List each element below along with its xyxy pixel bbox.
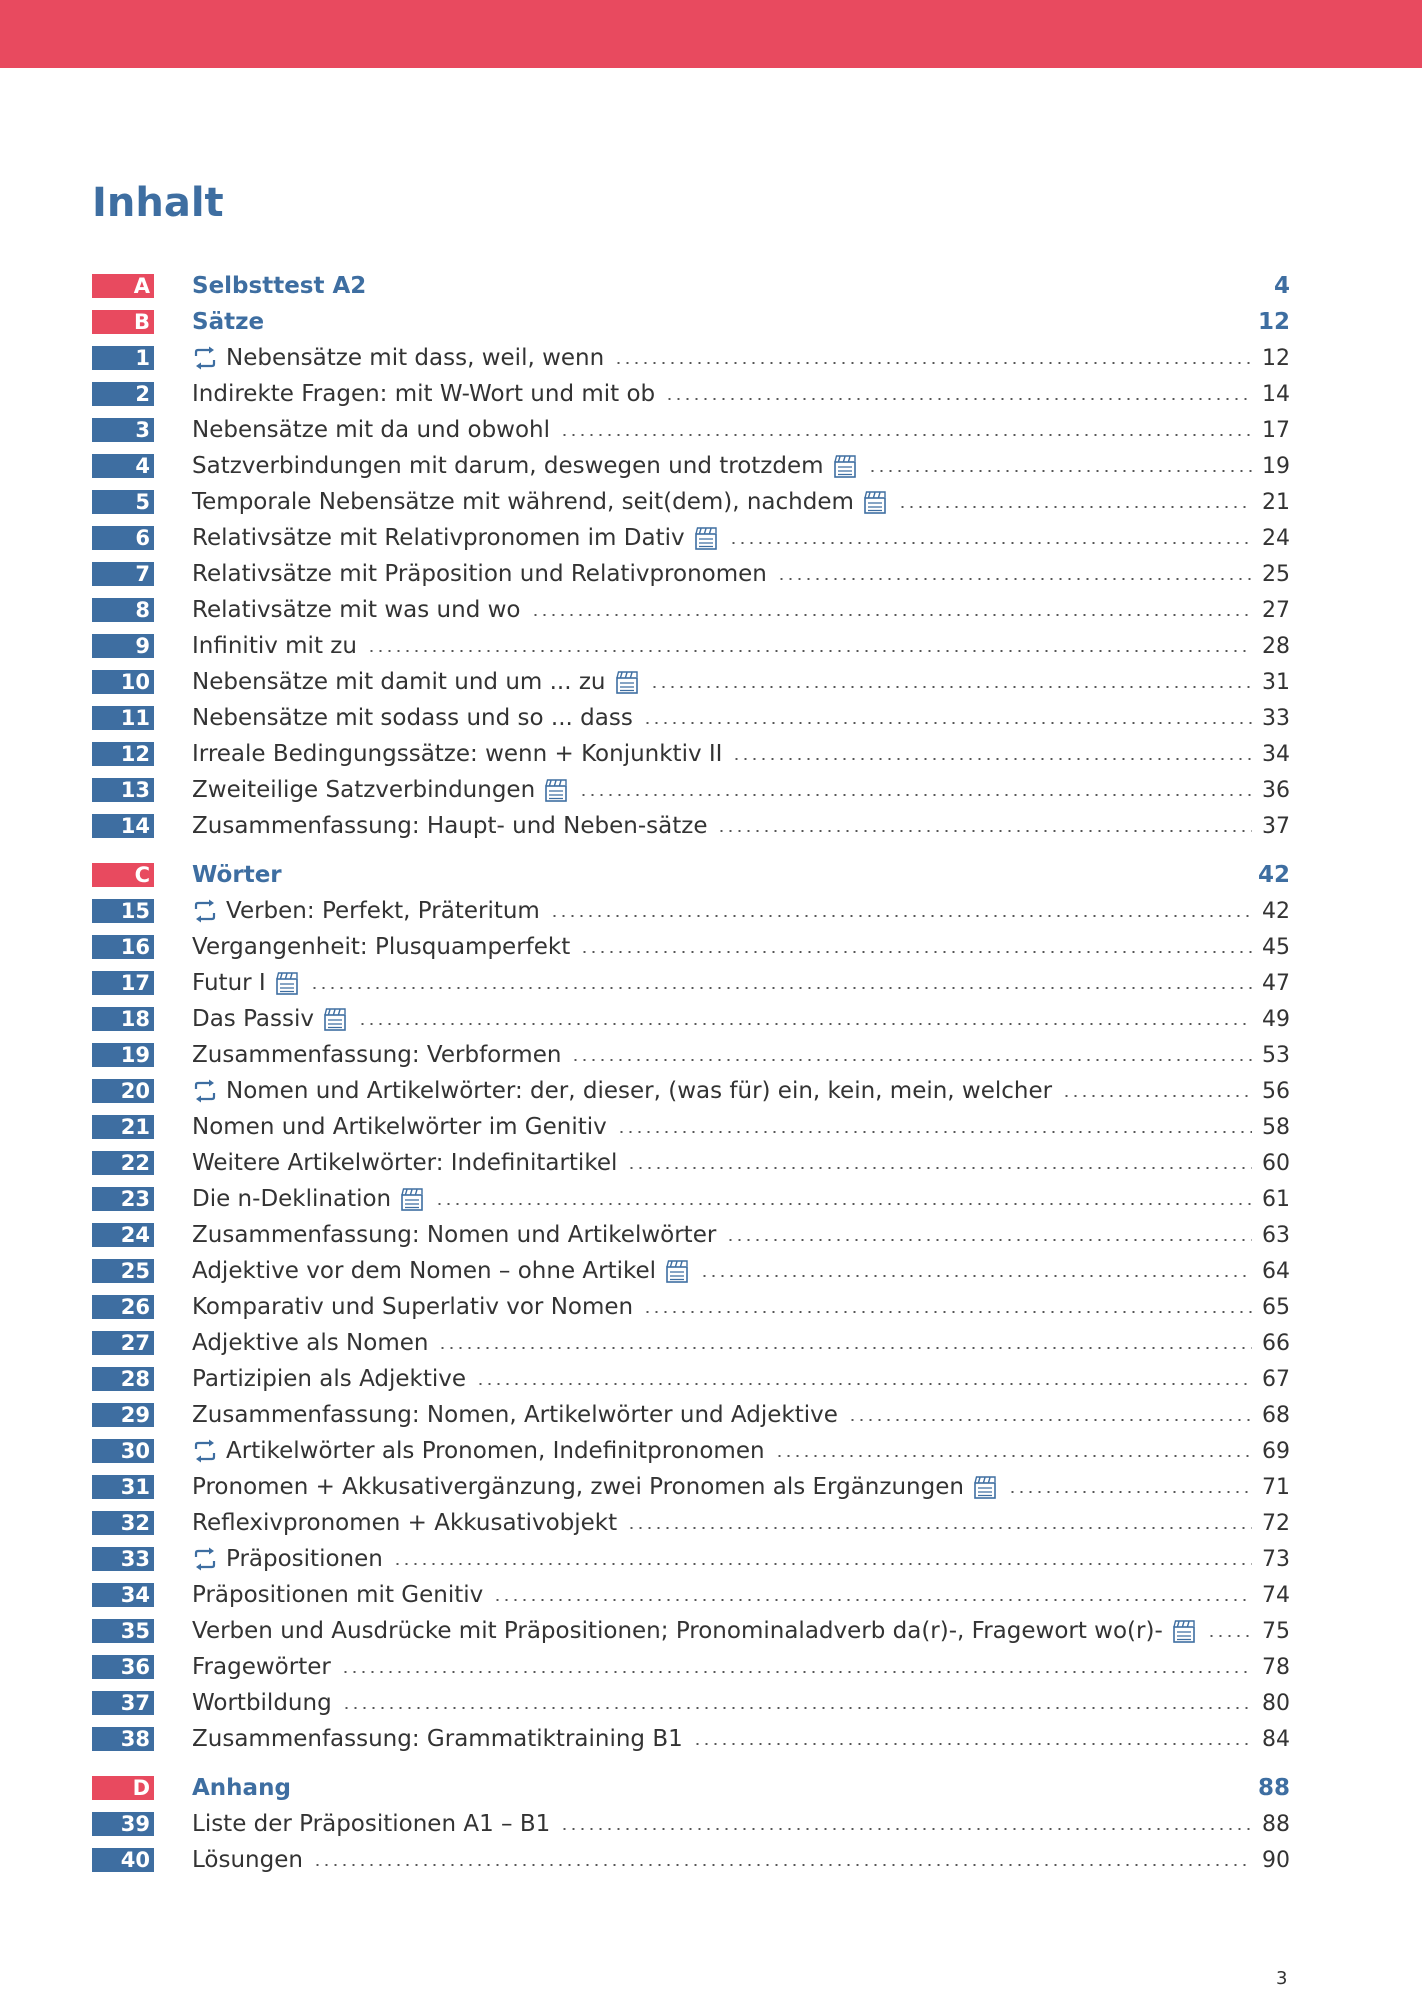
section-badge: B bbox=[92, 310, 154, 334]
chapter-badge: 22 bbox=[92, 1151, 154, 1175]
page-ref: 78 bbox=[1262, 1654, 1290, 1680]
page-ref: 74 bbox=[1262, 1582, 1290, 1608]
page-ref: 68 bbox=[1262, 1402, 1290, 1428]
dot-leader bbox=[393, 1563, 1252, 1565]
dot-leader bbox=[310, 987, 1252, 989]
dot-leader bbox=[550, 915, 1252, 917]
chapter-badge: 16 bbox=[92, 935, 154, 959]
chapter-badge: 12 bbox=[92, 742, 154, 766]
toc-entry-row[interactable] bbox=[92, 1505, 1290, 1541]
chapter-title: Nomen und Artikelwörter im Genitiv bbox=[192, 1114, 607, 1140]
chapter-title: Zweiteilige Satzverbindungen bbox=[192, 777, 536, 803]
entry-title-group bbox=[192, 813, 707, 839]
dot-leader bbox=[777, 578, 1252, 580]
video-icon bbox=[322, 1006, 348, 1032]
chapter-title: Zusammenfassung: Grammatiktraining B1 bbox=[192, 1726, 683, 1752]
chapter-title: Komparativ und Superlativ vor Nomen bbox=[192, 1294, 634, 1320]
chapter-title: Zusammenfassung: Verbformen bbox=[192, 1042, 562, 1068]
entry-title-group bbox=[192, 1654, 331, 1680]
chapter-badge: 34 bbox=[92, 1583, 154, 1607]
toc-entry-row[interactable] bbox=[92, 808, 1290, 844]
chapter-badge: 25 bbox=[92, 1259, 154, 1283]
repeat-icon bbox=[192, 1438, 218, 1464]
page-ref: 64 bbox=[1262, 1258, 1290, 1284]
entry-title-group bbox=[192, 1438, 765, 1464]
chapter-title: Präpositionen mit Genitiv bbox=[192, 1582, 484, 1608]
entry-title-group bbox=[192, 1114, 607, 1140]
toc-entry-row[interactable] bbox=[92, 628, 1290, 664]
entry-title-group bbox=[192, 1258, 690, 1284]
dot-leader bbox=[560, 1828, 1252, 1830]
toc-entry-row[interactable] bbox=[92, 1649, 1290, 1685]
toc-section-row[interactable] bbox=[92, 268, 1290, 304]
entry-title-group bbox=[192, 1330, 428, 1356]
video-icon bbox=[1171, 1618, 1197, 1644]
toc-entry-row[interactable] bbox=[92, 664, 1290, 700]
chapter-title: Nebensätze mit damit und um ... zu bbox=[192, 669, 606, 695]
entry-title-group bbox=[192, 1474, 998, 1500]
section-badge: C bbox=[92, 863, 154, 887]
chapter-title: Fragewörter bbox=[192, 1654, 331, 1680]
entry-title-group bbox=[192, 1582, 483, 1608]
toc-entry-row[interactable] bbox=[92, 736, 1290, 772]
toc-entry-row[interactable] bbox=[92, 1073, 1290, 1109]
page-ref: 27 bbox=[1262, 597, 1290, 623]
page-ref: 88 bbox=[1257, 1775, 1290, 1801]
toc-entry-row[interactable] bbox=[92, 412, 1290, 448]
chapter-badge: 17 bbox=[92, 971, 154, 995]
chapter-badge: 28 bbox=[92, 1367, 154, 1391]
page-ref: 61 bbox=[1262, 1186, 1290, 1212]
entry-title-group bbox=[192, 970, 300, 996]
chapter-title: Verben und Ausdrücke mit Präpositionen; Pronominaladverb da(r)-, Fragewort wo(r)- bbox=[192, 1618, 1163, 1644]
toc-entry-row[interactable] bbox=[92, 1613, 1290, 1649]
toc-section-row[interactable] bbox=[92, 1770, 1290, 1806]
chapter-badge: 24 bbox=[92, 1223, 154, 1247]
dot-leader bbox=[627, 1167, 1252, 1169]
chapter-badge: 29 bbox=[92, 1403, 154, 1427]
chapter-title: Adjektive als Nomen bbox=[192, 1330, 429, 1356]
chapter-title: Zusammenfassung: Nomen, Artikelwörter und Adjektive bbox=[192, 1402, 838, 1428]
toc-entry-row[interactable] bbox=[92, 1289, 1290, 1325]
page-ref: 21 bbox=[1262, 489, 1290, 515]
section-badge: A bbox=[92, 274, 154, 298]
chapter-title: Reflexivpronomen + Akkusativobjekt bbox=[192, 1510, 618, 1536]
top-color-band bbox=[0, 0, 1422, 68]
page-ref: 73 bbox=[1262, 1546, 1290, 1572]
dot-leader bbox=[693, 1743, 1252, 1745]
repeat-icon bbox=[192, 1078, 218, 1104]
chapter-title: Vergangenheit: Plusquamperfekt bbox=[192, 934, 571, 960]
chapter-title: Das Passiv bbox=[192, 1006, 314, 1032]
dot-leader bbox=[579, 794, 1252, 796]
entry-title-group bbox=[192, 1618, 1197, 1644]
entry-title-group bbox=[192, 862, 282, 888]
chapter-badge: 18 bbox=[92, 1007, 154, 1031]
video-icon bbox=[693, 525, 719, 551]
toc-entry-row[interactable] bbox=[92, 1721, 1290, 1757]
toc-entry-row[interactable] bbox=[92, 772, 1290, 808]
dot-leader bbox=[627, 1527, 1252, 1529]
section-title: Anhang bbox=[192, 1775, 291, 1801]
chapter-badge: 8 bbox=[92, 598, 154, 622]
entry-title-group bbox=[192, 1222, 716, 1248]
entry-title-group bbox=[192, 1690, 332, 1716]
section-title: Sätze bbox=[192, 309, 265, 335]
dot-leader bbox=[342, 1707, 1252, 1709]
page-ref: 24 bbox=[1262, 525, 1290, 551]
entry-title-group bbox=[192, 1078, 1052, 1104]
toc-entry-row[interactable] bbox=[92, 893, 1290, 929]
entry-title-group bbox=[192, 1042, 561, 1068]
chapter-title: Nebensätze mit dass, weil, wenn bbox=[226, 345, 605, 371]
toc-entry-row[interactable] bbox=[92, 340, 1290, 376]
section-badge: D bbox=[92, 1776, 154, 1800]
video-icon bbox=[972, 1474, 998, 1500]
page-ref: 42 bbox=[1262, 898, 1290, 924]
dot-leader bbox=[341, 1671, 1252, 1673]
page-ref: 37 bbox=[1262, 813, 1290, 839]
chapter-badge: 32 bbox=[92, 1511, 154, 1535]
chapter-badge: 39 bbox=[92, 1812, 154, 1836]
dot-leader bbox=[1207, 1635, 1252, 1637]
toc-entry-row[interactable] bbox=[92, 1145, 1290, 1181]
table-of-contents bbox=[92, 268, 1290, 1878]
toc-entry-row[interactable] bbox=[92, 1433, 1290, 1469]
page-ref: 17 bbox=[1262, 417, 1290, 443]
video-icon bbox=[543, 777, 569, 803]
chapter-title: Weitere Artikelwörter: Indefinitartikel bbox=[192, 1150, 618, 1176]
toc-entry-row[interactable] bbox=[92, 1253, 1290, 1289]
dot-leader bbox=[848, 1419, 1252, 1421]
entry-title-group bbox=[192, 1847, 303, 1873]
dot-leader bbox=[571, 1059, 1252, 1061]
chapter-title: Infinitiv mit zu bbox=[192, 633, 357, 659]
dot-leader bbox=[580, 951, 1252, 953]
chapter-badge: 38 bbox=[92, 1727, 154, 1751]
toc-section-row[interactable] bbox=[92, 304, 1290, 340]
entry-title-group bbox=[192, 561, 767, 587]
chapter-badge: 2 bbox=[92, 382, 154, 406]
dot-leader bbox=[435, 1203, 1252, 1205]
chapter-badge: 40 bbox=[92, 1848, 154, 1872]
entry-title-group bbox=[192, 633, 357, 659]
page-ref: 36 bbox=[1262, 777, 1290, 803]
dot-leader bbox=[700, 1275, 1252, 1277]
chapter-badge: 14 bbox=[92, 814, 154, 838]
entry-title-group bbox=[192, 453, 858, 479]
toc-entry-row[interactable] bbox=[92, 1685, 1290, 1721]
toc-entry-row[interactable] bbox=[92, 1181, 1290, 1217]
dot-leader bbox=[650, 686, 1252, 688]
page-ref: 71 bbox=[1262, 1474, 1290, 1500]
entry-title-group bbox=[192, 898, 540, 924]
dot-leader bbox=[614, 362, 1252, 364]
chapter-title: Die n-Deklination bbox=[192, 1186, 392, 1212]
chapter-title: Pronomen + Akkusativergänzung, zwei Pronomen als Ergänzungen bbox=[192, 1474, 964, 1500]
toc-entry-row[interactable] bbox=[92, 1217, 1290, 1253]
chapter-title: Liste der Präpositionen A1 – B1 bbox=[192, 1811, 551, 1837]
entry-title-group bbox=[192, 525, 719, 551]
toc-entry-row[interactable] bbox=[92, 520, 1290, 556]
page-ref: 34 bbox=[1262, 741, 1290, 767]
dot-leader bbox=[358, 1023, 1252, 1025]
page-ref: 33 bbox=[1262, 705, 1290, 731]
chapter-badge: 6 bbox=[92, 526, 154, 550]
chapter-title: Relativsätze mit Relativpronomen im Dativ bbox=[192, 525, 685, 551]
entry-title-group bbox=[192, 309, 264, 335]
chapter-badge: 31 bbox=[92, 1475, 154, 1499]
entry-title-group bbox=[192, 1186, 425, 1212]
toc-entry-row[interactable] bbox=[92, 556, 1290, 592]
toc-entry-row[interactable] bbox=[92, 965, 1290, 1001]
page-ref: 45 bbox=[1262, 934, 1290, 960]
dot-leader bbox=[493, 1599, 1252, 1601]
entry-title-group bbox=[192, 1294, 633, 1320]
toc-entry-row[interactable] bbox=[92, 1001, 1290, 1037]
chapter-badge: 30 bbox=[92, 1439, 154, 1463]
page-ref: 31 bbox=[1262, 669, 1290, 695]
chapter-title: Nebensätze mit sodass und so ... dass bbox=[192, 705, 633, 731]
dot-leader bbox=[313, 1864, 1252, 1866]
chapter-title: Satzverbindungen mit darum, deswegen und trotzdem bbox=[192, 453, 824, 479]
page-ref: 84 bbox=[1262, 1726, 1290, 1752]
dot-leader bbox=[617, 1131, 1252, 1133]
chapter-badge: 9 bbox=[92, 634, 154, 658]
dot-leader bbox=[643, 722, 1252, 724]
page-ref: 14 bbox=[1262, 381, 1290, 407]
page-ref: 75 bbox=[1262, 1618, 1290, 1644]
chapter-title: Temporale Nebensätze mit während, seit(dem), nachdem bbox=[192, 489, 854, 515]
toc-entry-row[interactable] bbox=[92, 484, 1290, 520]
page-ref: 63 bbox=[1262, 1222, 1290, 1248]
toc-entry-row[interactable] bbox=[92, 1325, 1290, 1361]
page-ref: 53 bbox=[1262, 1042, 1290, 1068]
page-ref: 88 bbox=[1262, 1811, 1290, 1837]
section-title: Wörter bbox=[192, 862, 282, 888]
chapter-badge: 35 bbox=[92, 1619, 154, 1643]
page-ref: 67 bbox=[1262, 1366, 1290, 1392]
chapter-title: Zusammenfassung: Nomen und Artikelwörter bbox=[192, 1222, 717, 1248]
toc-entry-row[interactable] bbox=[92, 1037, 1290, 1073]
chapter-title: Lösungen bbox=[192, 1847, 303, 1873]
page-ref: 66 bbox=[1262, 1330, 1290, 1356]
chapter-title: Artikelwörter als Pronomen, Indefinitpronomen bbox=[226, 1438, 765, 1464]
chapter-title: Präpositionen bbox=[226, 1546, 383, 1572]
dot-leader bbox=[476, 1383, 1252, 1385]
video-icon bbox=[664, 1258, 690, 1284]
chapter-badge: 36 bbox=[92, 1655, 154, 1679]
dot-leader bbox=[898, 506, 1252, 508]
chapter-title: Wortbildung bbox=[192, 1690, 332, 1716]
chapter-badge: 33 bbox=[92, 1547, 154, 1571]
toc-entry-row[interactable] bbox=[92, 929, 1290, 965]
page-ref: 72 bbox=[1262, 1510, 1290, 1536]
video-icon bbox=[399, 1186, 425, 1212]
chapter-badge: 3 bbox=[92, 418, 154, 442]
page-ref: 47 bbox=[1262, 970, 1290, 996]
entry-title-group bbox=[192, 1366, 466, 1392]
chapter-badge: 21 bbox=[92, 1115, 154, 1139]
page-ref: 80 bbox=[1262, 1690, 1290, 1716]
entry-title-group bbox=[192, 489, 888, 515]
chapter-title: Verben: Perfekt, Präteritum bbox=[226, 898, 540, 924]
chapter-badge: 19 bbox=[92, 1043, 154, 1067]
chapter-badge: 4 bbox=[92, 454, 154, 478]
chapter-title: Futur I bbox=[192, 970, 266, 996]
dot-leader bbox=[775, 1455, 1252, 1457]
video-icon bbox=[614, 669, 640, 695]
page-ref: 28 bbox=[1262, 633, 1290, 659]
entry-title-group bbox=[192, 1811, 550, 1837]
page-ref: 90 bbox=[1262, 1847, 1290, 1873]
dot-leader bbox=[1062, 1095, 1252, 1097]
dot-leader bbox=[560, 434, 1252, 436]
dot-leader bbox=[726, 1239, 1252, 1241]
toc-entry-row[interactable] bbox=[92, 1109, 1290, 1145]
page-ref: 49 bbox=[1262, 1006, 1290, 1032]
chapter-badge: 13 bbox=[92, 778, 154, 802]
chapter-badge: 27 bbox=[92, 1331, 154, 1355]
dot-leader bbox=[868, 470, 1252, 472]
entry-title-group bbox=[192, 1726, 683, 1752]
toc-entry-row[interactable] bbox=[92, 700, 1290, 736]
entry-title-group bbox=[192, 934, 570, 960]
toc-entry-row[interactable] bbox=[92, 1361, 1290, 1397]
page-ref: 56 bbox=[1262, 1078, 1290, 1104]
chapter-title: Irreale Bedingungssätze: wenn + Konjunktiv II bbox=[192, 741, 723, 767]
page-ref: 19 bbox=[1262, 453, 1290, 479]
page-ref: 12 bbox=[1257, 309, 1290, 335]
chapter-badge: 10 bbox=[92, 670, 154, 694]
toc-entry-row[interactable] bbox=[92, 1397, 1290, 1433]
entry-title-group bbox=[192, 1006, 348, 1032]
chapter-badge: 26 bbox=[92, 1295, 154, 1319]
chapter-badge: 20 bbox=[92, 1079, 154, 1103]
chapter-title: Nomen und Artikelwörter: der, dieser, (was für) ein, kein, mein, welcher bbox=[226, 1078, 1053, 1104]
entry-title-group bbox=[192, 345, 604, 371]
repeat-icon bbox=[192, 1546, 218, 1572]
chapter-badge: 23 bbox=[92, 1187, 154, 1211]
chapter-title: Zusammenfassung: Haupt- und Neben-sätze bbox=[192, 813, 708, 839]
dot-leader bbox=[643, 1311, 1252, 1313]
dot-leader bbox=[729, 542, 1252, 544]
dot-leader bbox=[717, 830, 1252, 832]
dot-leader bbox=[367, 650, 1252, 652]
page-ref: 25 bbox=[1262, 561, 1290, 587]
entry-title-group bbox=[192, 741, 722, 767]
dot-leader bbox=[732, 758, 1252, 760]
entry-title-group bbox=[192, 597, 521, 623]
toc-section-row[interactable] bbox=[92, 857, 1290, 893]
page-ref: 65 bbox=[1262, 1294, 1290, 1320]
entry-title-group bbox=[192, 1402, 838, 1428]
chapter-badge: 1 bbox=[92, 346, 154, 370]
toc-entry-row[interactable] bbox=[92, 376, 1290, 412]
page-ref: 4 bbox=[1273, 273, 1290, 299]
repeat-icon bbox=[192, 898, 218, 924]
chapter-badge: 15 bbox=[92, 899, 154, 923]
entry-title-group bbox=[192, 777, 569, 803]
chapter-badge: 7 bbox=[92, 562, 154, 586]
entry-title-group bbox=[192, 1775, 291, 1801]
page-ref: 58 bbox=[1262, 1114, 1290, 1140]
toc-entry-row[interactable] bbox=[92, 592, 1290, 628]
entry-title-group bbox=[192, 705, 633, 731]
entry-title-group bbox=[192, 417, 550, 443]
chapter-title: Adjektive vor dem Nomen – ohne Artikel bbox=[192, 1258, 657, 1284]
chapter-badge: 37 bbox=[92, 1691, 154, 1715]
chapter-title: Relativsätze mit was und wo bbox=[192, 597, 521, 623]
entry-title-group bbox=[192, 669, 640, 695]
entry-title-group bbox=[192, 273, 366, 299]
toc-entry-row[interactable] bbox=[92, 1577, 1290, 1613]
toc-entry-row[interactable] bbox=[92, 448, 1290, 484]
video-icon bbox=[274, 970, 300, 996]
chapter-title: Nebensätze mit da und obwohl bbox=[192, 417, 551, 443]
entry-title-group bbox=[192, 1510, 617, 1536]
section-title: Selbsttest A2 bbox=[192, 273, 367, 299]
dot-leader bbox=[438, 1347, 1252, 1349]
toc-entry-row[interactable] bbox=[92, 1806, 1290, 1842]
page-ref: 12 bbox=[1262, 345, 1290, 371]
toc-entry-row[interactable] bbox=[92, 1541, 1290, 1577]
chapter-badge: 11 bbox=[92, 706, 154, 730]
chapter-badge: 5 bbox=[92, 490, 154, 514]
page-title: Inhalt bbox=[92, 180, 224, 226]
toc-entry-row[interactable] bbox=[92, 1469, 1290, 1505]
entry-title-group bbox=[192, 1150, 617, 1176]
entry-title-group bbox=[192, 1546, 383, 1572]
video-icon bbox=[832, 453, 858, 479]
page-ref: 60 bbox=[1262, 1150, 1290, 1176]
dot-leader bbox=[1008, 1491, 1252, 1493]
page-ref: 42 bbox=[1257, 862, 1290, 888]
chapter-title: Indirekte Fragen: mit W-Wort und mit ob bbox=[192, 381, 656, 407]
entry-title-group bbox=[192, 381, 655, 407]
page-ref: 69 bbox=[1262, 1438, 1290, 1464]
chapter-title: Relativsätze mit Präposition und Relativpronomen bbox=[192, 561, 767, 587]
dot-leader bbox=[665, 398, 1252, 400]
video-icon bbox=[862, 489, 888, 515]
chapter-title: Partizipien als Adjektive bbox=[192, 1366, 467, 1392]
dot-leader bbox=[531, 614, 1252, 616]
page-number: 3 bbox=[1276, 1968, 1288, 1989]
toc-entry-row[interactable] bbox=[92, 1842, 1290, 1878]
repeat-icon bbox=[192, 345, 218, 371]
